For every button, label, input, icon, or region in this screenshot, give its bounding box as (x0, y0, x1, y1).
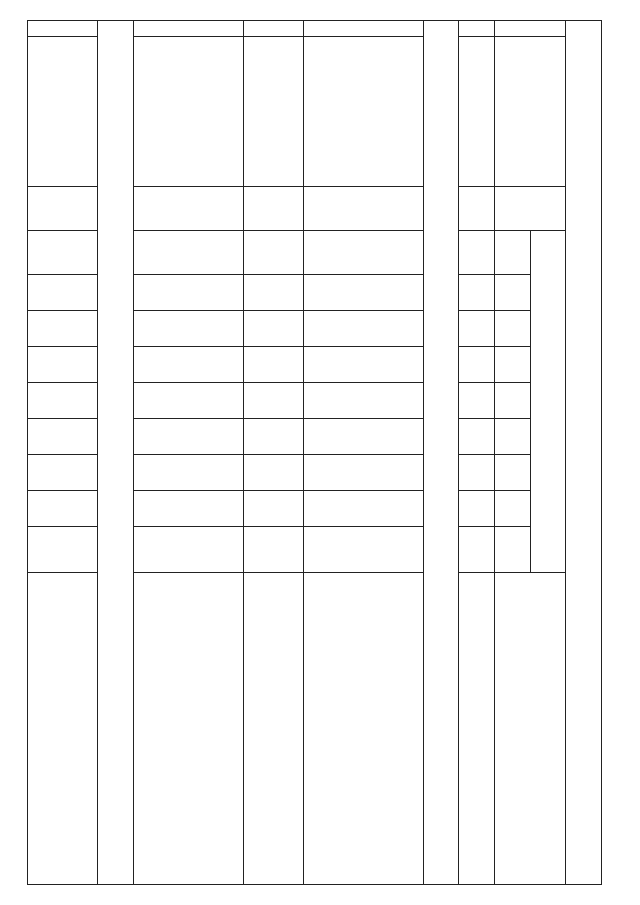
value-cell (303, 527, 423, 573)
value-cell (303, 455, 423, 491)
value-cell (133, 311, 243, 347)
value-cell (243, 347, 303, 383)
value-cell (133, 491, 243, 527)
value-cell (28, 383, 98, 419)
value-cell (133, 231, 243, 275)
indicator-name (243, 37, 303, 187)
value-cell (243, 383, 303, 419)
value-cell (28, 527, 98, 573)
value-cell (243, 527, 303, 573)
justification-note (133, 573, 243, 885)
value-cell (303, 491, 423, 527)
table-title (566, 21, 602, 885)
value-cell (133, 527, 243, 573)
header-cell (495, 187, 566, 231)
indicator-table-wrap (27, 20, 602, 885)
header-cell (495, 573, 566, 885)
rotated-sheet (20, 20, 620, 885)
value-cell (133, 419, 243, 455)
justification-note (28, 573, 98, 885)
indicator-name (133, 37, 243, 187)
value-cell (28, 347, 98, 383)
column-number (459, 347, 495, 383)
section-task-row (98, 21, 134, 885)
value-cell (303, 311, 423, 347)
value-cell (243, 455, 303, 491)
header-cell (495, 275, 531, 311)
column-number (459, 491, 495, 527)
column-number (459, 21, 495, 37)
column-number (459, 455, 495, 491)
value-cell (133, 383, 243, 419)
row-number (28, 21, 98, 37)
indicator-name (28, 37, 98, 187)
value-cell (243, 311, 303, 347)
value-cell (303, 419, 423, 455)
section-task (98, 21, 134, 885)
header-cell (495, 347, 531, 383)
trend-direction (243, 187, 303, 231)
column-number (459, 311, 495, 347)
value-cell (243, 419, 303, 455)
value-cell (243, 231, 303, 275)
row-number (243, 21, 303, 37)
column-number (459, 419, 495, 455)
justification-note (243, 573, 303, 885)
value-cell (243, 275, 303, 311)
header-cell (495, 491, 531, 527)
column-number (459, 383, 495, 419)
value-cell (28, 491, 98, 527)
trend-direction (303, 187, 423, 231)
column-number (459, 573, 495, 885)
column-number-row (459, 21, 495, 885)
indicator-name (303, 37, 423, 187)
value-cell (28, 275, 98, 311)
column-number (459, 527, 495, 573)
value-cell (303, 275, 423, 311)
appendix-note (610, 585, 620, 885)
column-number (459, 187, 495, 231)
column-number (459, 231, 495, 275)
table-row (28, 21, 98, 885)
value-cell (28, 419, 98, 455)
value-cell (28, 455, 98, 491)
header-row-top (530, 21, 566, 885)
table-row (303, 21, 423, 885)
value-cell (28, 311, 98, 347)
value-cell (133, 347, 243, 383)
value-cell (303, 347, 423, 383)
header-cell (495, 383, 531, 419)
header-cell (495, 21, 566, 37)
value-cell (28, 231, 98, 275)
indicator-table (27, 20, 602, 885)
section-goal (423, 21, 459, 885)
value-cell (303, 383, 423, 419)
header-cell (495, 37, 566, 187)
table-row (133, 21, 243, 885)
justification-note (303, 573, 423, 885)
header-cell (495, 231, 531, 275)
trend-direction (133, 187, 243, 231)
table-row (243, 21, 303, 885)
header-cell (495, 311, 531, 347)
value-cell (303, 231, 423, 275)
header-cell (495, 455, 531, 491)
column-number (459, 275, 495, 311)
value-cell (243, 491, 303, 527)
header-cell (495, 419, 531, 455)
section-goal-row (423, 21, 459, 885)
row-number (133, 21, 243, 37)
table-title-row (566, 21, 602, 885)
header-cell (495, 527, 531, 573)
row-number (303, 21, 423, 37)
header-values-group (530, 231, 566, 573)
value-cell (133, 275, 243, 311)
column-number (459, 37, 495, 187)
trend-direction (28, 187, 98, 231)
value-cell (133, 455, 243, 491)
